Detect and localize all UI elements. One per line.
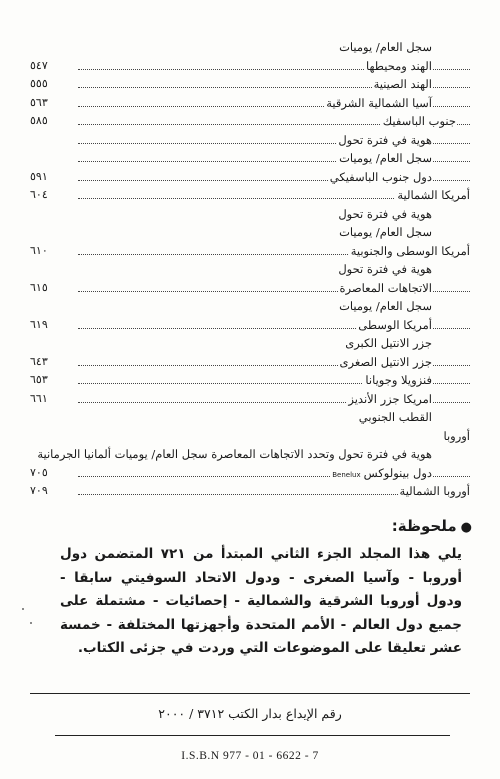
toc-row — [30, 279, 470, 298]
toc-row — [30, 242, 470, 261]
toc-row — [30, 94, 470, 113]
toc-page-number: ٥٦٣ — [30, 95, 48, 109]
toc-entry-label: أمريكا الوسطى — [358, 317, 432, 332]
toc-entry-label: فنزويلا وجويانا — [365, 373, 432, 387]
toc-entry-label: جنوب الباسفيك — [382, 114, 456, 128]
toc-entry-label: القطب الجنوبي — [358, 410, 432, 424]
toc-row — [30, 131, 470, 150]
toc-entry-label: دول بينولوكسBenelux — [330, 464, 432, 484]
toc-entry-label: آسيا الشمالية الشرقية — [326, 95, 432, 110]
toc-entry-label: سجل العام/ يوميات — [339, 40, 432, 54]
toc-entry-label: الهند ومحيطها — [365, 58, 432, 73]
toc-entry-label: امريكا جزر الأنديز — [348, 391, 432, 406]
toc-row — [30, 482, 470, 501]
toc-page-number: ٥٤٧ — [30, 58, 48, 72]
toc-row — [30, 408, 470, 427]
toc-page-number: ٦١٩ — [30, 317, 48, 331]
toc-page-number: ٥٩١ — [30, 169, 48, 183]
toc-row — [30, 186, 470, 205]
divider — [30, 693, 470, 694]
toc-row — [30, 260, 470, 279]
scan-speck — [22, 608, 24, 610]
toc-row — [30, 57, 470, 76]
toc-entry-label: هوية في فترة تحول — [338, 132, 432, 147]
toc-entry-label: الاتجاهات المعاصرة — [339, 280, 432, 295]
toc-entry-label: دول جنوب الباسفيكي — [329, 169, 432, 184]
toc-entry-label: جزر الانتيل الصغرى — [339, 354, 432, 369]
toc-entry-label: جزر الانتيل الكبرى — [345, 336, 432, 350]
toc-entry-label: الهند الصينية — [373, 77, 432, 91]
toc-page-number: ٦٠٤ — [30, 188, 48, 201]
toc-row — [30, 427, 470, 446]
bullet-icon: ● — [460, 520, 472, 535]
note-title-text: ملحوظة: — [391, 517, 457, 535]
toc-row — [30, 75, 470, 94]
toc-entry-label: سجل العام/ يوميات — [339, 225, 432, 239]
isbn: I.S.B.N 977 - 01 - 6622 - 7 — [181, 750, 319, 762]
toc-row — [30, 316, 470, 335]
toc-row — [30, 334, 470, 353]
toc-page-number: ٦١٥ — [30, 280, 48, 294]
toc-entry-label: أمريكا الشمالية — [397, 188, 470, 202]
toc-row — [30, 464, 470, 483]
toc-entry-label: سجل العام/ يوميات — [339, 299, 432, 313]
toc-row — [30, 38, 470, 57]
toc-row — [30, 205, 470, 224]
table-of-contents — [30, 38, 470, 501]
toc-row — [30, 371, 470, 390]
toc-row — [30, 223, 470, 242]
note-body: يلي هذا المجلد الجزء الثاني المبتدأ من ٧٢١ المتضمن دول أوروبا - وآسيا الصغرى - ودول الاتحاد السوفيتي سابقا - ودول أوروبا الشرقية والشمالية - إحصائيات - مشتملة على جميع دول العالم - الأمم المتحدة وأجهزتها المختلفة - خمسة عشر تعليقا على الموضوعات التي وردت في جزئى الكتاب. — [60, 546, 462, 656]
toc-page-number: ٦٦١ — [30, 391, 48, 405]
toc-entry-label: أمريكا الوسطى والجنوبية — [350, 243, 470, 258]
toc-row — [30, 353, 470, 372]
note-title — [60, 515, 472, 539]
divider — [55, 735, 450, 736]
toc-row — [30, 149, 470, 168]
toc-page-number: ٥٥٥ — [30, 77, 48, 90]
toc-row — [30, 390, 470, 409]
toc-entry-label: أوروبا الشمالية — [399, 484, 470, 498]
toc-row — [30, 297, 470, 316]
toc-page-number: ٥٨٥ — [30, 114, 48, 127]
toc-row — [30, 445, 470, 464]
toc-row — [30, 112, 470, 131]
toc-entry-label: سجل العام/ يوميات — [339, 151, 432, 165]
toc-page-number: ٦٤٣ — [30, 354, 48, 368]
note-block — [60, 515, 472, 661]
toc-page-number: ٧٠٥ — [30, 465, 48, 479]
toc-page-number: ٦١٠ — [30, 243, 48, 257]
toc-entry-label: أوروبا — [443, 428, 470, 443]
toc-page-number: ٦٥٣ — [30, 373, 48, 386]
toc-page-number: ٧٠٩ — [30, 484, 48, 497]
toc-entry-label: هوية في فترة تحول — [338, 262, 432, 276]
scan-speck — [30, 622, 32, 624]
toc-entry-label: هوية في فترة تحول — [338, 206, 432, 221]
toc-entry-latin: Benelux — [332, 470, 361, 479]
deposit-number: رقم الإيداع بدار الكتب ٣٧١٢ / ٢٠٠٠ — [158, 706, 342, 721]
toc-entry-label: هوية في فترة تحول وتحدد الاتجاهات المعاصرة سجل العام/ يوميات ألمانيا الجرمانية — [37, 447, 432, 461]
toc-row — [30, 168, 470, 187]
